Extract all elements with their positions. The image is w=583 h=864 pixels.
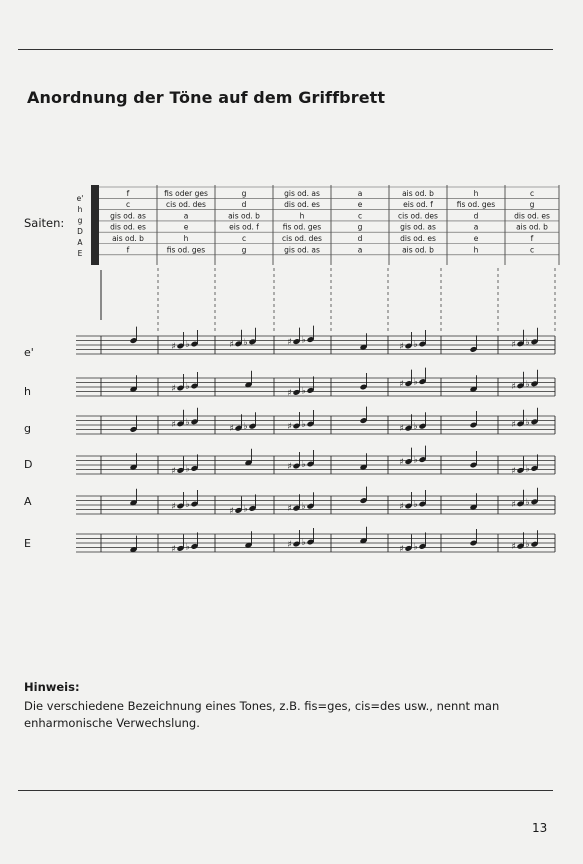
accidental: ♭ [243, 422, 248, 433]
accidental: ♯ [229, 339, 234, 350]
fret-note-cell: fis od. ges [282, 222, 322, 232]
fret-note-cell: dis od. es [514, 211, 550, 221]
fret-note-cell: e [183, 222, 189, 232]
fret-note-cell: h [473, 188, 479, 198]
fret-note-cell: ais od. b [516, 222, 548, 232]
fret-note-cell: a [357, 245, 363, 255]
fret-note-cell: cis od. des [166, 200, 206, 210]
fret-note-cell: e [357, 200, 363, 210]
accidental: ♭ [301, 460, 306, 470]
fret-note-cell: gis od. as [110, 211, 146, 221]
accidental: ♭ [185, 417, 190, 428]
accidental: ♯ [287, 504, 292, 515]
accidental: ♭ [185, 382, 190, 392]
staff-label: e' [24, 346, 34, 359]
fret-note-cell: c [241, 234, 247, 243]
fret-guide-lines [101, 268, 555, 332]
fret-note-cell: ais od. b [228, 211, 260, 221]
accidental: ♯ [511, 339, 516, 350]
fret-note-cell: g [241, 188, 247, 198]
accidental: ♭ [525, 540, 530, 551]
accidental: ♯ [511, 419, 516, 430]
bottom-rule [18, 790, 553, 791]
staves [76, 336, 555, 555]
nut-bar [91, 185, 99, 265]
music-staves [0, 260, 583, 590]
accidental: ♯ [399, 544, 404, 555]
accidental: ♭ [413, 340, 418, 350]
fret-note-cell: f [530, 234, 534, 243]
fretboard-table [91, 185, 561, 265]
accidental: ♭ [413, 455, 418, 466]
accidental: ♭ [413, 422, 418, 433]
accidental: ♯ [171, 384, 176, 394]
notes [129, 326, 538, 555]
fret-note-cell: cis od. des [398, 211, 438, 221]
top-rule [18, 49, 553, 50]
fret-cells [110, 189, 550, 255]
accidental: ♯ [399, 502, 404, 512]
accidental: ♭ [185, 464, 190, 475]
fret-note-cell: d [357, 234, 363, 243]
accidental: ♯ [399, 457, 404, 468]
note-heading: Hinweis: [24, 680, 80, 694]
fret-note-cell: f [126, 245, 130, 255]
fret-note-cell: g [529, 200, 535, 210]
fret-note-cell: a [183, 211, 189, 221]
accidental: ♭ [301, 386, 306, 397]
accidental: ♭ [185, 542, 190, 553]
staff-label: g [24, 422, 31, 435]
accidental: ♯ [287, 462, 292, 472]
accidental: ♭ [525, 464, 530, 475]
fret-note-cell: a [357, 188, 363, 198]
fret-note-cell: ais od. b [402, 245, 434, 255]
fret-note-cell: c [529, 188, 535, 198]
fret-note-cell: c [357, 211, 363, 221]
accidental: ♯ [229, 424, 234, 435]
string-label: e' [76, 194, 84, 203]
strings-label: Saiten: [24, 216, 65, 230]
accidental: ♭ [301, 420, 306, 430]
accidental: ♭ [301, 502, 306, 513]
fret-note-cell: eis od. f [403, 200, 433, 210]
accidental: ♭ [301, 538, 306, 548]
accidental: ♯ [399, 342, 404, 352]
accidental: ♭ [243, 337, 248, 348]
fret-note-cell: dis od. es [400, 234, 436, 243]
fret-note-cell: eis od. f [229, 222, 259, 232]
page-number: 13 [532, 821, 548, 835]
staff-label: E [24, 537, 31, 550]
staff-label: A [24, 495, 32, 508]
accidental: ♭ [525, 497, 530, 508]
fret-note-cell: a [473, 222, 479, 232]
fret-note-cell: g [357, 222, 363, 232]
note-text: Die verschiedene Bezeichnung eines Tones, z.B. fis=ges, cis=des usw., nennt man enharmonische Verwechslung. [24, 699, 500, 730]
accidental: ♯ [171, 342, 176, 352]
string-label: g [77, 216, 83, 225]
accidental: ♯ [511, 542, 516, 553]
accidental: ♯ [229, 506, 234, 517]
fret-note-cell: gis od. as [284, 188, 320, 198]
fret-note-cell: g [241, 245, 247, 255]
accidental: ♭ [413, 500, 418, 510]
string-label: E [77, 249, 83, 258]
accidental: ♯ [287, 388, 292, 399]
fret-note-cell: ais od. b [112, 234, 144, 243]
fret-note-cell: dis od. es [284, 200, 320, 210]
accidental: ♭ [185, 500, 190, 510]
accidental: ♯ [399, 379, 404, 390]
fret-note-cell: gis od. as [284, 245, 320, 255]
string-label: D [77, 227, 83, 236]
accidental: ♯ [171, 502, 176, 512]
accidental: ♯ [287, 337, 292, 348]
string-label: h [77, 205, 83, 214]
accidental: ♭ [413, 542, 418, 553]
accidental: ♭ [185, 340, 190, 350]
fret-note-cell: dis od. es [110, 222, 146, 232]
fret-note-cell: e [473, 234, 479, 243]
accidental: ♯ [511, 381, 516, 392]
accidental: ♯ [287, 540, 292, 550]
fret-note-cell: gis od. as [400, 222, 436, 232]
accidental: ♭ [525, 417, 530, 428]
fret-note-cell: h [183, 234, 189, 243]
accidental: ♯ [171, 466, 176, 477]
fret-note-cell: d [241, 200, 247, 210]
fret-note-cell: c [125, 200, 131, 210]
accidental: ♭ [413, 377, 418, 388]
fret-note-cell: fis oder ges [164, 188, 208, 198]
fret-note-cell: h [473, 245, 479, 255]
staff-label: h [24, 385, 31, 398]
fret-note-cell: ais od. b [402, 188, 434, 198]
accidental: ♯ [171, 419, 176, 430]
page-title: Anordnung der Töne auf dem Griffbrett [27, 88, 386, 107]
accidental: ♭ [301, 335, 306, 346]
string-label: A [77, 238, 83, 247]
fret-note-cell: d [473, 211, 479, 221]
accidental: ♭ [243, 504, 248, 515]
accidental: ♭ [525, 379, 530, 390]
fret-note-cell: h [299, 211, 305, 221]
accidental: ♯ [399, 424, 404, 435]
staff-label: D [24, 458, 33, 471]
accidental: ♯ [287, 422, 292, 432]
fret-note-cell: fis od. ges [166, 245, 206, 255]
accidental: ♯ [511, 499, 516, 510]
accidental: ♭ [525, 337, 530, 348]
fret-note-cell: fis od. ges [456, 200, 496, 210]
fret-note-cell: c [529, 245, 535, 255]
accidental: ♯ [511, 466, 516, 477]
fret-note-cell: f [126, 188, 130, 198]
accidental: ♯ [171, 544, 176, 555]
fret-note-cell: cis od. des [282, 234, 322, 243]
